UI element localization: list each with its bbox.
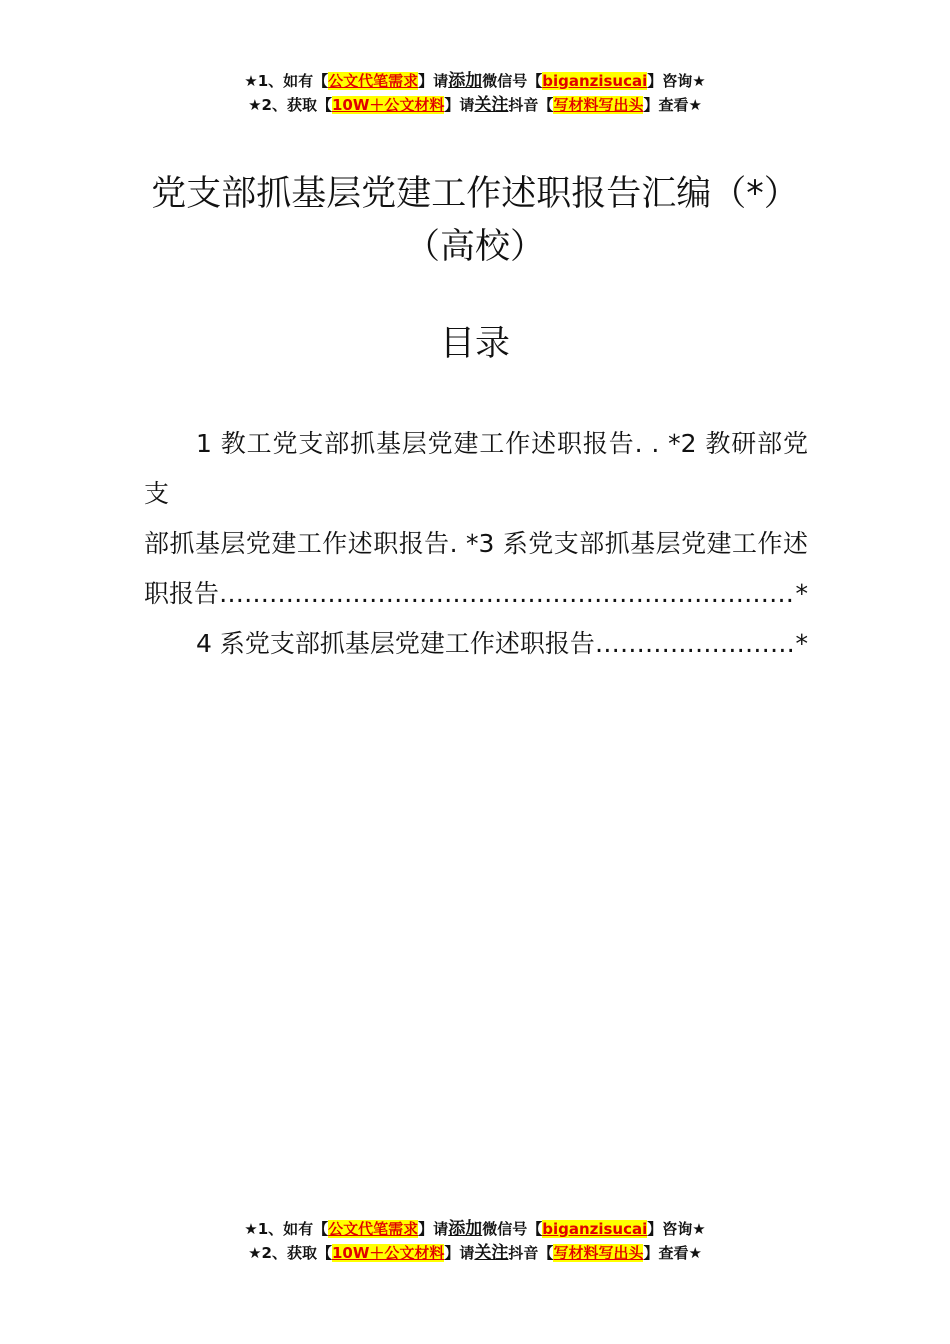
promo-line-1 (0, 69, 950, 93)
promo-line-1 (0, 1217, 950, 1241)
douyin-id: 写材料写出头 (553, 96, 644, 114)
promo-text: 抖音【 (508, 1244, 554, 1262)
wechat-id: biganzisucai (542, 1220, 648, 1238)
document-title (0, 168, 950, 274)
promo-highlight: 10W＋公文材料 (331, 96, 445, 114)
title-line-2: （高校） (404, 227, 545, 267)
promo-text: 】请 (418, 72, 449, 90)
promo-highlight: 公文代笔需求 (328, 72, 419, 90)
promo-highlight: 10W＋公文材料 (331, 1244, 445, 1262)
promo-text: 】咨询★ (647, 72, 706, 90)
promo-text: 】咨询★ (647, 1220, 706, 1238)
toc-entry (144, 619, 808, 669)
toc-entry-text: 4 系党支部抓基层党建工作述职报告 (196, 629, 595, 658)
promo-emphasis: 添加 (448, 1219, 483, 1239)
promo-text: 微信号【 (482, 72, 543, 90)
promo-text: ★1、如有【 (244, 1220, 329, 1238)
promo-text: ★1、如有【 (244, 72, 329, 90)
title-line-1: 党支部抓基层党建工作述职报告汇编（*） (151, 174, 799, 214)
promo-text: 】请 (418, 1220, 449, 1238)
promo-highlight: 公文代笔需求 (328, 1220, 419, 1238)
toc-leader (595, 619, 796, 669)
promo-text: 微信号【 (482, 1220, 543, 1238)
promo-text: 】请 (444, 1244, 475, 1262)
douyin-id: 写材料写出头 (553, 1244, 644, 1262)
toc-entry-text: 职报告 (144, 579, 220, 608)
table-of-contents (144, 419, 808, 669)
promo-text: 】查看★ (643, 1244, 702, 1262)
promo-line-2 (0, 1241, 950, 1265)
toc-page-number: * (795, 579, 808, 608)
promo-text: 】查看★ (643, 96, 702, 114)
promo-text: 】请 (444, 96, 475, 114)
promo-text: 抖音【 (508, 96, 554, 114)
promo-emphasis: 关注 (474, 95, 509, 115)
promo-emphasis: 添加 (448, 71, 483, 91)
toc-line: 1 教工党支部抓基层党建工作述职报告. . *2 教研部党支 (144, 429, 808, 508)
wechat-id: biganzisucai (542, 72, 648, 90)
toc-line: 部抓基层党建工作述职报告. *3 系党支部抓基层党建工作述 (144, 529, 808, 558)
toc-leader (219, 569, 795, 619)
toc-entry (144, 569, 808, 619)
promo-banner-bottom (0, 1217, 950, 1265)
promo-line-2 (0, 93, 950, 117)
promo-text: ★2、获取【 (248, 96, 332, 114)
toc-heading: 目录 (439, 324, 510, 364)
toc-page-number: * (795, 629, 808, 658)
promo-emphasis: 关注 (474, 1243, 509, 1263)
promo-text: ★2、获取【 (248, 1244, 332, 1262)
promo-banner-top (0, 69, 950, 117)
